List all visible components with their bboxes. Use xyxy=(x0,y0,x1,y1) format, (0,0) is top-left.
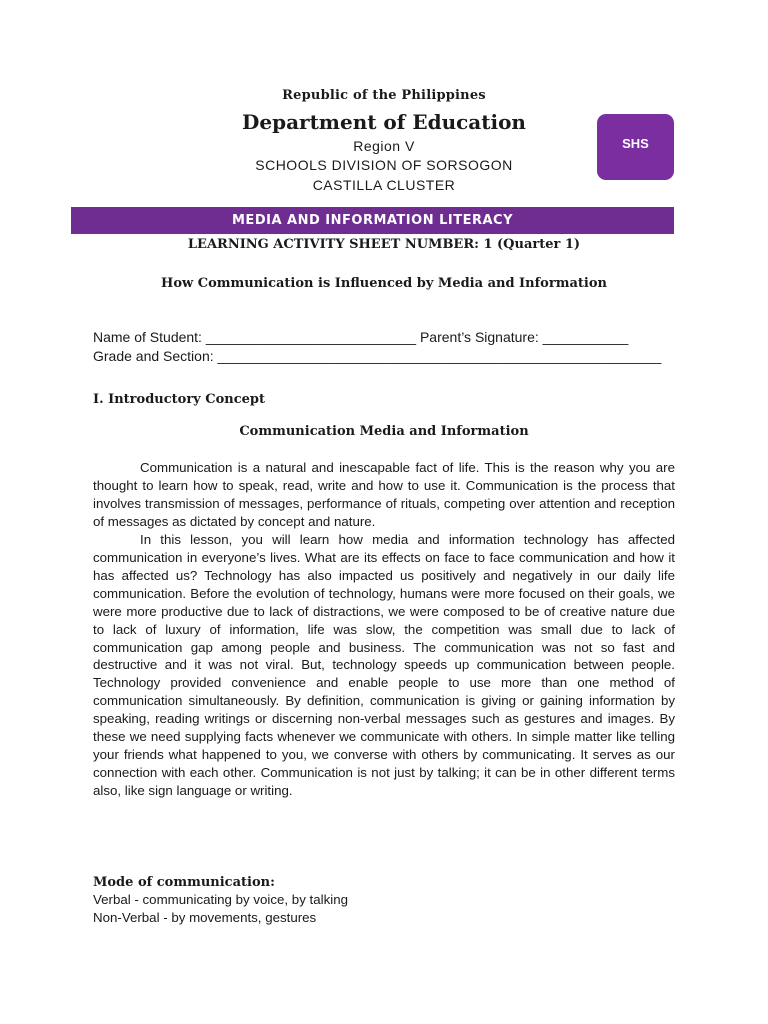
shs-badge: SHS xyxy=(597,114,674,180)
paragraph: Communication is a natural and inescapable fact of life. This is the reason why you are thought to learn how to speak, read, write and how to use it. Communication is the process that involves transmission of messages, performance of rituals, competing over attention and reception of messages as dictated by concept and nature. xyxy=(93,460,675,529)
paragraph: In this lesson, you will learn how media and information technology has affected communication in everyone’s lives. What are its effects on face to face communication and how it has affected us? Technology has also impacted us positively and negatively in our daily life communication. Before the evolution of technology, humans were more focused on their goals, we were more productive due to lack of distractions, we were composed to be of creative nature due to lack of luxury of information, life was slow, the competition was small due to lack of communication gap among people and business. The communication was not so fast and destructive and it was not viral. But, technology speeds up communication between people. Technology provided convenience and enable people to use more than one method of communication simultaneously. By definition, communication is giving or gaining information by speaking, reading writings or discerning non-verbal messages such as gestures and images. By these we need supplying facts whenever we communicate with others. In simple matter like telling your friends what happened to you, we converse with others by communicating. It serves as our connection with each other. Communication is not just by talking; it can be in other different terms also, like sign language or writing. xyxy=(93,531,675,799)
concept-title: Communication Media and Information xyxy=(239,424,529,439)
mode-heading: Mode of communication: xyxy=(93,875,275,890)
lesson-title: How Communication is Influenced by Media and Information xyxy=(161,276,607,291)
republic-header: Republic of the Philippines xyxy=(282,88,486,103)
student-name-field: Name of Student: ___________________________ Parent’s Signature: ___________ xyxy=(93,329,629,345)
mode-verbal: Verbal - communicating by voice, by talking xyxy=(93,892,348,907)
body-text xyxy=(93,459,675,800)
sheet-number: LEARNING ACTIVITY SHEET NUMBER: 1 (Quarter 1) xyxy=(187,237,581,252)
mode-nonverbal: Non-Verbal - by movements, gestures xyxy=(93,910,317,925)
subject-banner: MEDIA AND INFORMATION LITERACY xyxy=(71,207,674,234)
department-header: Department of Education xyxy=(242,110,526,134)
cluster-label: CASTILLA CLUSTER xyxy=(312,177,456,193)
region-label: Region V xyxy=(353,138,415,154)
section-heading: I. Introductory Concept xyxy=(93,392,266,407)
division-label: SCHOOLS DIVISION OF SORSOGON xyxy=(255,157,513,173)
grade-section-field: Grade and Section: _________________________________________________________ xyxy=(93,348,662,364)
